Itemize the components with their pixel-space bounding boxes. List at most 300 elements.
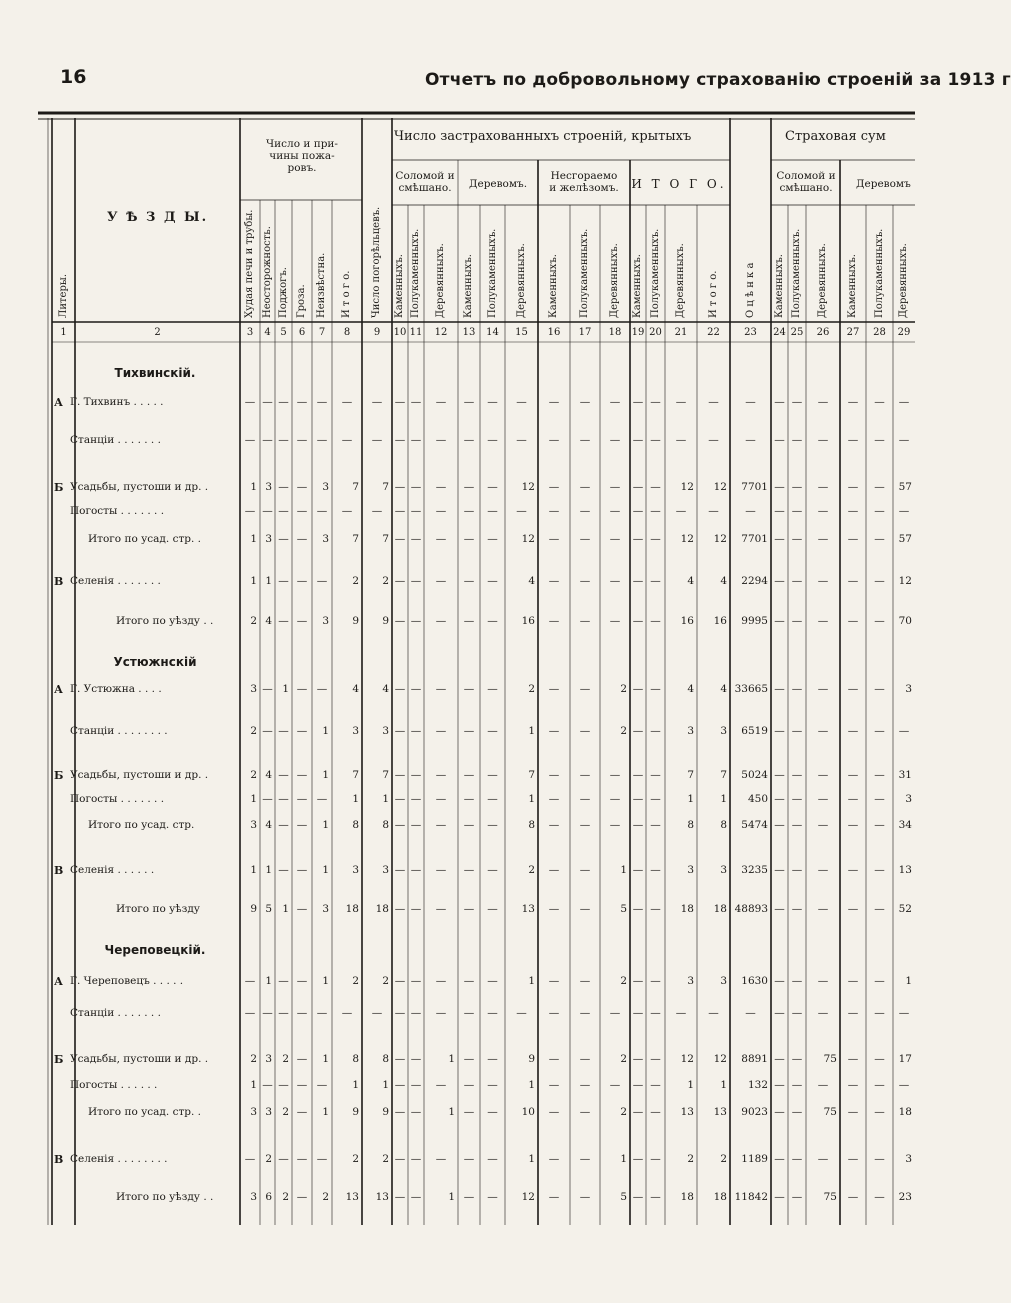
table-cell: — (708, 1007, 719, 1019)
table-cell: — (463, 793, 475, 805)
table-cell: — (847, 1153, 859, 1165)
table-cell: — (817, 793, 829, 805)
table-cell: — (410, 575, 422, 587)
table-cell: — (609, 481, 621, 493)
table-cell: — (847, 1191, 859, 1203)
table-cell: 1 (322, 975, 329, 987)
table-cell: — (745, 1007, 756, 1019)
table-cell: — (847, 575, 859, 587)
table-cell: — (278, 975, 289, 987)
table-cell: — (487, 505, 498, 517)
table-cell: — (774, 434, 785, 446)
table-cell: — (435, 864, 447, 876)
row-name: Станціи . . . . . . . (70, 1007, 161, 1019)
table-cell: — (487, 1153, 498, 1165)
table-cell: — (874, 434, 885, 446)
column-number: 8 (343, 327, 351, 338)
table-cell: — (463, 481, 475, 493)
table-cell: — (650, 615, 661, 627)
table-cell: — (371, 434, 383, 446)
table-cell: — (774, 481, 785, 493)
table-cell: — (316, 1007, 328, 1019)
row-name: Селенія . . . . . . . . (70, 1153, 168, 1165)
row-name: Усадьбы, пустоши и др. . (70, 1053, 209, 1065)
table-cell: — (371, 396, 383, 408)
table-cell: — (609, 615, 621, 627)
table-cell: — (874, 793, 885, 805)
table-cell: — (410, 1153, 422, 1165)
table-cell: 450 (747, 793, 768, 805)
table-cell: — (898, 1079, 910, 1091)
table-cell: 2 (620, 725, 627, 737)
table-cell: — (632, 1007, 644, 1019)
table-cell: 3 (265, 481, 272, 493)
column-number: 24 (773, 327, 786, 338)
table-cell: — (632, 819, 644, 831)
table-cell: 12 (713, 481, 727, 493)
table-cell: — (463, 575, 475, 587)
table-cell: — (774, 1153, 785, 1165)
table-cell: — (463, 615, 475, 627)
vertical-header: Худая печи и трубы. (244, 209, 255, 318)
table-cell: 6 (265, 1191, 272, 1203)
table-cell: — (817, 1007, 829, 1019)
table-cell: — (548, 481, 560, 493)
table-cell: 1189 (741, 1153, 768, 1165)
column-number: 13 (462, 327, 476, 338)
table-cell: — (609, 769, 621, 781)
table-cell: 2 (250, 769, 257, 781)
column-number: 22 (707, 327, 720, 338)
table-cell: 2 (352, 1153, 359, 1165)
table-cell: 7 (382, 769, 389, 781)
table-cell: — (410, 1079, 422, 1091)
table-cell: — (874, 575, 885, 587)
vertical-header: Каменныхъ. (632, 254, 643, 318)
table-cell: — (487, 819, 498, 831)
header-itogo: И Т О Г О. (631, 177, 727, 191)
table-cell: — (410, 396, 422, 408)
table-cell: — (708, 434, 719, 446)
table-cell: — (609, 793, 621, 805)
table-cell: — (774, 575, 785, 587)
table-cell: — (650, 481, 661, 493)
table-cell: 3 (720, 864, 727, 876)
table-cell: — (410, 434, 422, 446)
table-cell: — (487, 1007, 498, 1019)
table-cell: — (745, 396, 756, 408)
table-cell: 18 (680, 1191, 694, 1203)
table-cell: — (278, 575, 289, 587)
table-cell: — (791, 505, 803, 517)
table-cell: 2 (322, 1191, 329, 1203)
table-cell: 16 (713, 615, 727, 627)
table-cell: — (516, 1007, 527, 1019)
table-cell: — (296, 505, 308, 517)
table-cell: 12 (680, 1053, 694, 1065)
table-cell: 5024 (741, 769, 768, 781)
table-cell: — (394, 793, 406, 805)
table-cell: — (774, 819, 785, 831)
table-cell: 13 (521, 903, 535, 915)
row-name: Усадьбы, пустоши и др. . (70, 481, 209, 493)
table-cell: — (632, 575, 644, 587)
table-cell: — (548, 975, 560, 987)
table-cell: 7 (352, 533, 359, 545)
table-cell: 1 (448, 1106, 455, 1118)
column-number: 4 (264, 327, 271, 338)
table-cell: 3 (352, 864, 359, 876)
row-name: Погосты . . . . . . (70, 1079, 158, 1091)
table-cell: — (579, 1106, 591, 1118)
table-cell: — (874, 903, 885, 915)
table-cell: 7 (528, 769, 535, 781)
table-cell: — (632, 793, 644, 805)
vertical-header: Деревянныхъ. (675, 243, 686, 318)
table-cell: — (847, 975, 859, 987)
table-cell: — (371, 505, 383, 517)
table-cell: — (463, 1106, 475, 1118)
table-cell: — (874, 1053, 885, 1065)
table-cell: 11842 (734, 1191, 768, 1203)
table-cell: 9023 (741, 1106, 768, 1118)
table-cell: — (609, 1079, 621, 1091)
table-cell: 9 (382, 615, 389, 627)
table-cell: — (463, 434, 475, 446)
table-cell: — (410, 1191, 422, 1203)
table-cell: 18 (375, 903, 389, 915)
table-cell: — (278, 864, 289, 876)
table-cell: — (791, 819, 803, 831)
table-cell: — (791, 615, 803, 627)
table-cell: — (410, 769, 422, 781)
table-cell: 1 (352, 1079, 359, 1091)
table-cell: — (874, 396, 885, 408)
table-cell: 1 (687, 793, 694, 805)
table-cell: — (487, 1106, 498, 1118)
row-name: Г. Череповецъ . . . . . (70, 975, 184, 987)
table-cell: — (817, 819, 829, 831)
table-cell: 3 (322, 615, 329, 627)
table-cell: — (435, 396, 447, 408)
column-number: 2 (154, 327, 161, 338)
table-cell: — (817, 975, 829, 987)
table-cell: — (463, 1079, 475, 1091)
table-cell: — (632, 505, 644, 517)
table-cell: 9 (352, 615, 359, 627)
table-cell: — (548, 1106, 560, 1118)
table-cell: — (650, 396, 661, 408)
table-cell: — (341, 434, 353, 446)
column-number: 12 (434, 327, 448, 338)
table-cell: 75 (823, 1106, 837, 1118)
table-cell: — (296, 903, 308, 915)
table-cell: 8 (382, 1053, 389, 1065)
table-cell: — (579, 819, 591, 831)
table-cell: — (847, 505, 859, 517)
table-cell: 5 (620, 903, 627, 915)
table-cell: 18 (898, 1106, 912, 1118)
table-cell: — (774, 533, 785, 545)
row-litera: В (54, 575, 64, 588)
table-cell: 16 (680, 615, 694, 627)
table-cell: 1 (322, 864, 329, 876)
vertical-header: Полукаменныхъ. (410, 228, 421, 318)
table-cell: 2 (282, 1053, 289, 1065)
table-cell: 34 (898, 819, 912, 831)
vertical-header: Полукаменныхъ. (791, 228, 802, 318)
column-number: 26 (816, 327, 830, 338)
table-cell: 1 (687, 1079, 694, 1091)
table-cell: 1 (720, 793, 727, 805)
table-cell: 2294 (741, 575, 768, 587)
table-cell: — (463, 1153, 475, 1165)
table-cell: 1 (265, 975, 272, 987)
table-cell: — (579, 1053, 591, 1065)
table-cell: — (791, 1053, 803, 1065)
table-cell: 1 (448, 1053, 455, 1065)
table-cell: — (650, 903, 661, 915)
table-cell: 16 (521, 615, 535, 627)
table-cell: — (847, 769, 859, 781)
table-cell: 17 (898, 1053, 912, 1065)
table-cell: — (394, 1153, 406, 1165)
table-cell: — (632, 533, 644, 545)
table-cell: — (632, 1191, 644, 1203)
page-number: 16 (60, 66, 87, 88)
table-cell: — (650, 793, 661, 805)
table-cell: 3 (352, 725, 359, 737)
table-cell: — (650, 819, 661, 831)
table-cell: — (774, 793, 785, 805)
vertical-header: Поджогъ. (277, 267, 289, 318)
table-cell: — (632, 769, 644, 781)
header-sum-wood: Деревомъ (856, 178, 911, 190)
table-cell: — (874, 683, 885, 695)
table-cell: — (435, 1153, 447, 1165)
table-cell: 4 (265, 769, 272, 781)
table-cell: 2 (620, 1053, 627, 1065)
column-number: 15 (515, 327, 528, 338)
table-cell: — (632, 903, 644, 915)
column-number: 7 (318, 327, 326, 338)
table-cell: — (847, 819, 859, 831)
table-cell: 1 (352, 793, 359, 805)
table-cell: 3 (382, 725, 389, 737)
table-cell: — (316, 575, 328, 587)
table-cell: 57 (898, 481, 912, 493)
table-cell: 12 (713, 533, 727, 545)
table-cell: — (394, 864, 406, 876)
table-cell: 3 (720, 725, 727, 737)
table-cell: — (874, 1079, 885, 1091)
table-cell: — (817, 1153, 829, 1165)
table-cell: — (898, 505, 910, 517)
table-cell: 2 (282, 1191, 289, 1203)
table-cell: — (579, 505, 591, 517)
table-cell: — (394, 1079, 406, 1091)
table-cell: — (774, 1106, 785, 1118)
table-cell: 3 (687, 725, 694, 737)
table-cell: — (394, 1007, 406, 1019)
table-cell: — (394, 819, 406, 831)
table-cell: — (548, 533, 560, 545)
table-cell: — (548, 683, 560, 695)
table-cell: — (487, 396, 498, 408)
table-cell: — (516, 505, 527, 517)
table-cell: — (579, 1007, 591, 1019)
table-cell: — (435, 769, 447, 781)
table-cell: 4 (528, 575, 535, 587)
table-cell: — (410, 793, 422, 805)
table-cell: — (675, 505, 687, 517)
table-cell: — (874, 819, 885, 831)
row-litera: А (54, 975, 63, 988)
table-cell: 2 (250, 725, 257, 737)
row-name: Селенія . . . . . . . (70, 575, 161, 587)
table-cell: — (898, 434, 910, 446)
table-cell: 1 (265, 575, 272, 587)
table-cell: 13 (898, 864, 912, 876)
table-cell: — (817, 903, 829, 915)
table-cell: — (650, 434, 661, 446)
table-cell: — (817, 864, 829, 876)
table-cell: — (791, 575, 803, 587)
table-cell: — (548, 396, 560, 408)
table-cell: — (410, 1106, 422, 1118)
table-cell: — (394, 769, 406, 781)
table-cell: 1 (250, 481, 257, 493)
table-cell: 4 (352, 683, 359, 695)
table-cell: — (487, 1079, 498, 1091)
table-cell: — (410, 1007, 422, 1019)
table-cell: 13 (375, 1191, 389, 1203)
table-cell: — (435, 793, 447, 805)
table-cell: — (548, 793, 560, 805)
table-cell: 8891 (741, 1053, 768, 1065)
table-cell: 2 (382, 575, 389, 587)
table-cell: — (548, 1079, 560, 1091)
table-cell: — (435, 481, 447, 493)
table-cell: — (548, 819, 560, 831)
table-cell: 1 (528, 975, 535, 987)
table-cell: — (278, 533, 289, 545)
table-cell: — (435, 1079, 447, 1091)
table-cell: — (874, 725, 885, 737)
table-cell: — (579, 683, 591, 695)
table-cell: 3 (905, 683, 912, 695)
table-cell: — (410, 481, 422, 493)
table-cell: — (847, 615, 859, 627)
vertical-header: Гроза. (296, 284, 307, 318)
table-cell: — (262, 683, 273, 695)
column-number: 23 (744, 327, 757, 338)
row-litera: В (54, 864, 64, 877)
vertical-header: Каменныхъ. (847, 254, 858, 318)
table-cell: 18 (680, 903, 694, 915)
table-cell: 12 (680, 533, 694, 545)
table-cell: — (316, 1079, 328, 1091)
table-cell: — (632, 396, 644, 408)
row-name: Станціи . . . . . . . . (70, 725, 168, 737)
table-cell: — (435, 533, 447, 545)
table-cell: — (791, 725, 803, 737)
table-cell: — (410, 975, 422, 987)
table-cell: 3 (382, 864, 389, 876)
table-cell: — (548, 769, 560, 781)
table-cell: — (791, 975, 803, 987)
table-cell: — (244, 396, 256, 408)
table-cell: 10 (521, 1106, 535, 1118)
table-cell: — (435, 505, 447, 517)
table-cell: — (898, 725, 910, 737)
table-cell: — (296, 793, 308, 805)
row-name: Г. Тихвинъ . . . . . (70, 396, 164, 408)
table-cell: — (435, 725, 447, 737)
table-cell: — (847, 1007, 859, 1019)
table-cell: 70 (898, 615, 912, 627)
table-cell: — (847, 481, 859, 493)
table-cell: 3 (905, 1153, 912, 1165)
table-cell: 18 (713, 1191, 727, 1203)
table-cell: — (579, 725, 591, 737)
table-cell: — (463, 1053, 475, 1065)
table-cell: 13 (680, 1106, 694, 1118)
table-cell: 4 (265, 819, 272, 831)
column-number: 21 (674, 327, 688, 338)
column-number: 5 (280, 327, 287, 338)
column-number: 18 (608, 327, 622, 338)
table-cell: — (394, 533, 406, 545)
table-cell: — (847, 1053, 859, 1065)
table-cell: — (548, 1191, 560, 1203)
table-cell: 3 (250, 819, 257, 831)
table-cell: — (296, 769, 308, 781)
table-cell: 1 (250, 575, 257, 587)
table-cell: — (874, 505, 885, 517)
vertical-header: И т о г о. (341, 270, 352, 318)
table-cell: — (296, 481, 308, 493)
table-cell: 3 (905, 793, 912, 805)
vertical-header: Неизвѣстна. (316, 252, 327, 318)
vertical-header: Каменныхъ. (548, 254, 559, 318)
table-cell: — (410, 1053, 422, 1065)
vertical-header: Неосторожность. (261, 226, 273, 318)
table-cell: — (262, 505, 273, 517)
table-cell: — (791, 864, 803, 876)
table-cell: — (791, 1079, 803, 1091)
table-cell: 3 (687, 975, 694, 987)
table-cell: 2 (250, 1053, 257, 1065)
table-cell: — (410, 725, 422, 737)
section-title: Устюжнскій (113, 655, 197, 669)
table-cell: — (650, 725, 661, 737)
page-title: Отчетъ по добровольному страхованію строеній за 1913 г (425, 70, 1011, 90)
table-cell: — (579, 864, 591, 876)
table-cell: 1 (448, 1191, 455, 1203)
table-cell: 1 (620, 1153, 627, 1165)
vertical-header: Полукаменныхъ. (486, 228, 498, 318)
table-cell: — (548, 434, 560, 446)
column-number: 17 (578, 327, 592, 338)
table-cell: — (650, 533, 661, 545)
table-cell: — (296, 683, 308, 695)
column-number: 1 (60, 327, 67, 338)
table-cell: — (791, 1106, 803, 1118)
table-cell: — (579, 769, 591, 781)
row-name: Погосты . . . . . . . (70, 793, 165, 805)
table-cell: 7 (352, 481, 359, 493)
